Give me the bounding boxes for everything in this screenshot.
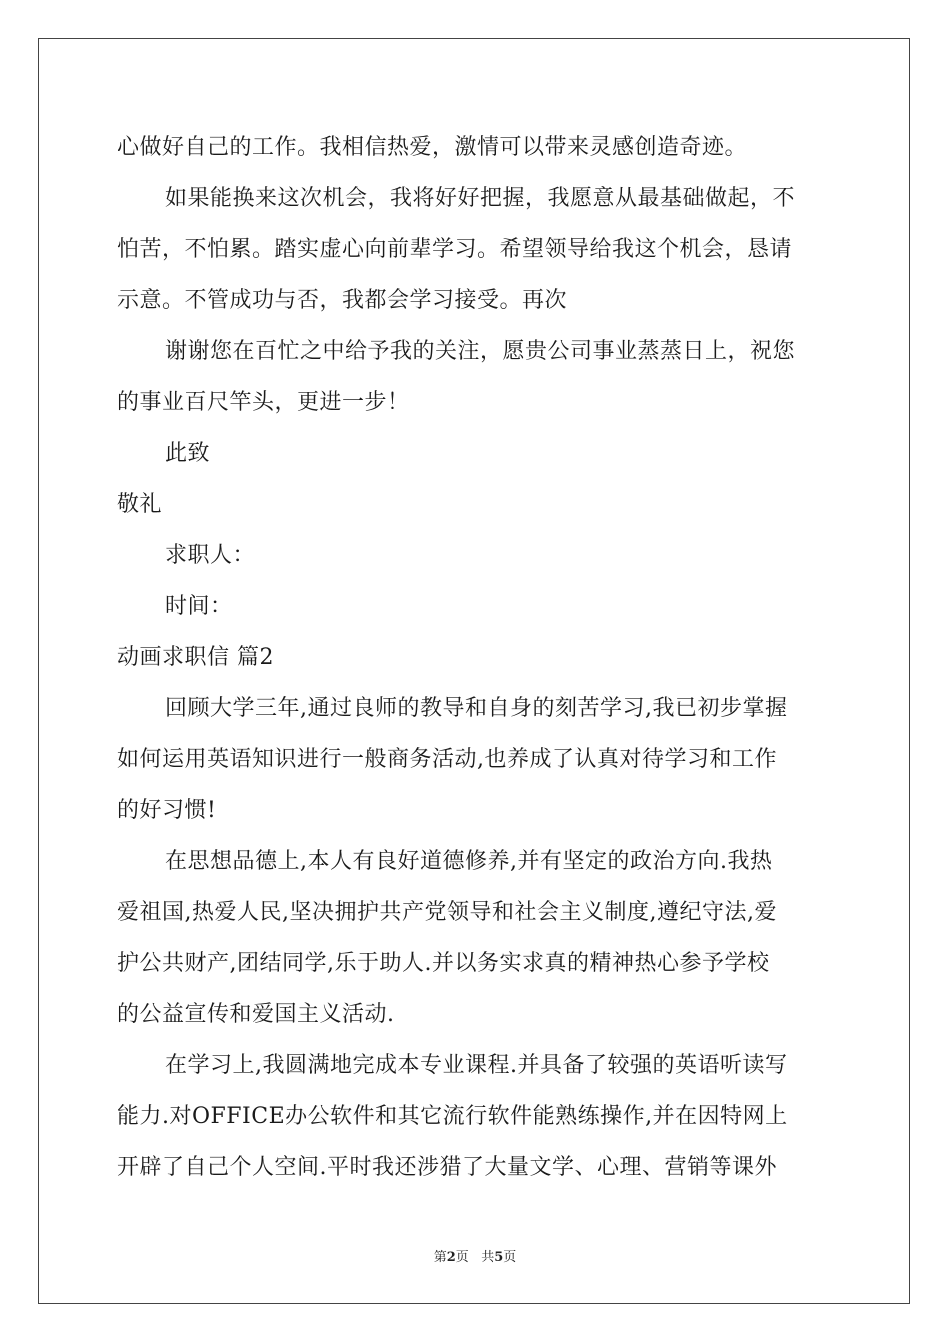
paragraph-line: 在学习上,我圆满地完成本专业课程.并具备了较强的英语听读写	[165, 1053, 788, 1078]
document-body	[117, 122, 837, 1193]
salutation-line: 敬礼	[117, 492, 163, 517]
closing-line: 此致	[165, 441, 211, 466]
total-page-count: 5	[494, 1250, 504, 1265]
paragraph-line: 开辟了自己个人空间.平时我还涉猎了大量文学、心理、营销等课外	[117, 1155, 777, 1180]
paragraph-line: 护公共财产,团结同学,乐于助人.并以务实求真的精神热心参予学校	[117, 951, 770, 976]
paragraph-line: 回顾大学三年,通过良师的教导和自身的刻苦学习,我已初步掌握	[165, 696, 788, 721]
paragraph-line: 谢谢您在百忙之中给予我的关注，愿贵公司事业蒸蒸日上，祝您	[165, 339, 796, 364]
footer-page-suffix: 页	[455, 1250, 469, 1265]
applicant-label: 求职人：	[165, 543, 256, 568]
date-label: 时间：	[165, 594, 233, 619]
paragraph-line: 的公益宣传和爱国主义活动.	[117, 1002, 395, 1027]
section-heading: 动画求职信 篇2	[117, 645, 274, 670]
footer-total-prefix: 共	[481, 1250, 495, 1265]
paragraph-line: 在思想品德上,本人有良好道德修养,并有坚定的政治方向.我热	[165, 849, 773, 874]
paragraph-line: 能力.对OFFICE办公软件和其它流行软件能熟练操作,并在因特网上	[117, 1104, 788, 1129]
paragraph-line: 的好习惯!	[117, 798, 217, 823]
paragraph-line: 的事业百尺竿头，更进一步！	[117, 390, 410, 415]
paragraph-line: 示意。不管成功与否，我都会学习接受。再次	[117, 288, 568, 313]
paragraph-line: 爱祖国,热爱人民,坚决拥护共产党领导和社会主义制度,遵纪守法,爱	[117, 900, 777, 925]
paragraph-line: 如果能换来这次机会，我将好好把握，我愿意从最基础做起，不	[165, 186, 796, 211]
paragraph-line: 如何运用英语知识进行一般商务活动,也养成了认真对待学习和工作	[117, 747, 777, 772]
footer-prefix: 第	[433, 1250, 447, 1265]
page-footer	[0, 1246, 950, 1265]
paragraph-line: 心做好自己的工作。我相信热爱，激情可以带来灵感创造奇迹。	[117, 135, 748, 160]
current-page-number: 2	[446, 1250, 456, 1265]
paragraph-line: 怕苦，不怕累。踏实虚心向前辈学习。希望领导给我这个机会，恳请	[117, 237, 793, 262]
footer-total-suffix: 页	[503, 1250, 517, 1265]
